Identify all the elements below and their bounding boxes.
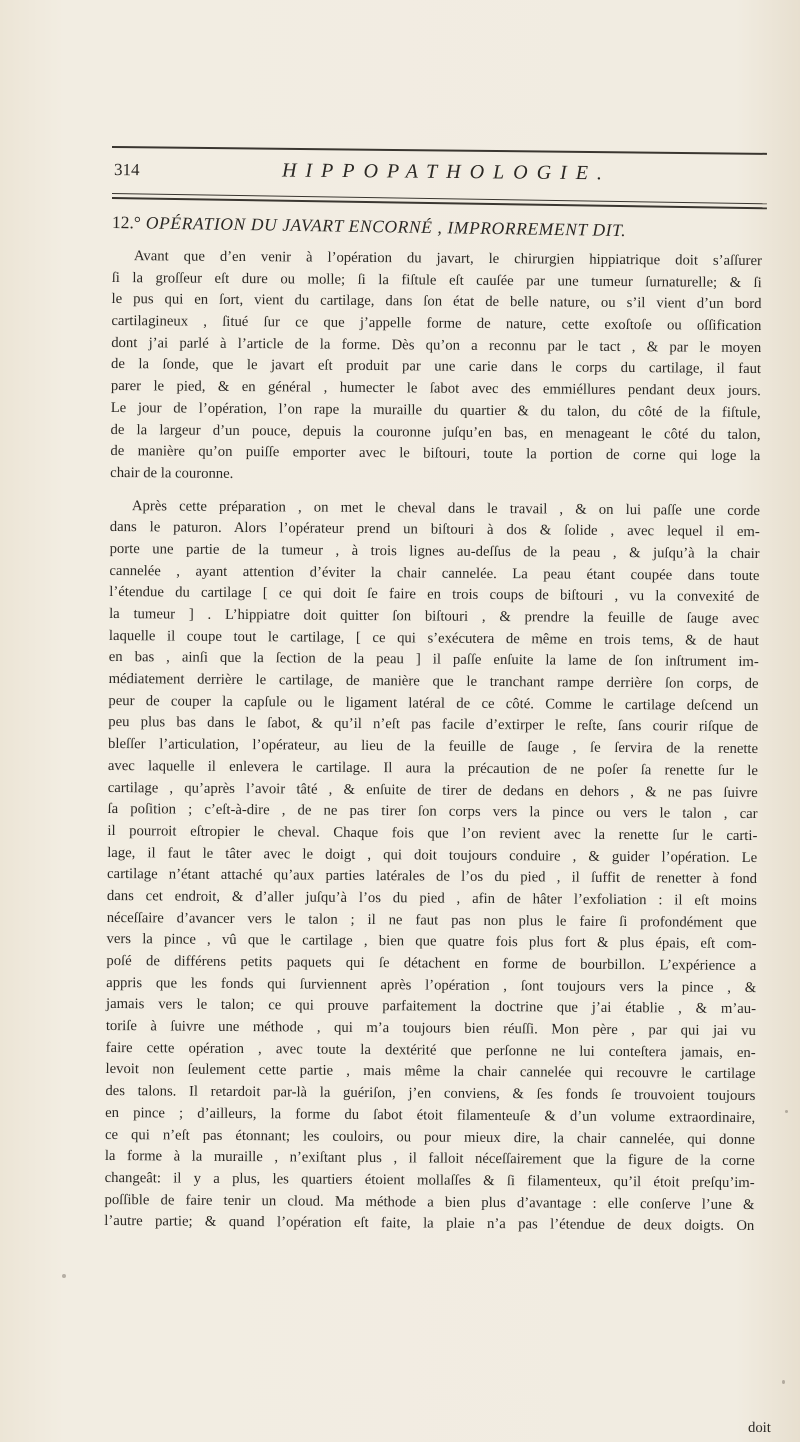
text-line: la tumeur ] . L’hippiatre doit quitter ſon biſtouri , & prendre la feuille de ſauge avec: [109, 605, 760, 628]
running-header: [112, 154, 772, 194]
body-text: [104, 246, 762, 1238]
text-line: toriſe à ſuivre une méthode , qui m’a toujours bien réuſſi. Mon père , par qui jai vu: [105, 1018, 756, 1040]
text-line: avec laquelle il enlevera le cartilage. Il aura la précaution de ne poſer ſa renette ſur le: [107, 757, 758, 779]
catchword: doit: [747, 1419, 771, 1437]
text-line: faire cette opération , avec toute la dextérité que perſonne ne lui conteſtera jamais, en-: [105, 1039, 756, 1061]
text-line: ſi la groſſeur eſt dure ou molle; ſi la fiſtule eſt cauſée par une tumeur ſurnaturelle; & ſi: [111, 269, 762, 291]
text-line: la forme à la muraille , n’exiſtant plus , il falloit néceſſairement que la figure de la corne: [104, 1148, 755, 1170]
text-line: en pince ; d’ailleurs, la forme du ſabot étoit filamenteuſe & d’un volume extraordinaire,: [105, 1104, 756, 1126]
paper-speck: [62, 1274, 66, 1278]
text-line: néceſſaire d’avancer vers le talon ; il ne faut pas non plus le faire ſi profondément que: [106, 909, 757, 931]
text-line: en bas , ainſi que la ſection de la peau ] il paſſe enſuite la lame de ſon inſtrument im-: [108, 649, 759, 671]
header-top-rule: [112, 146, 767, 155]
text-line: l’étendue du cartilage [ ce qui doit ſe faire en trois coups de biſtouri , vu la convexité de: [109, 584, 760, 606]
text-line: chair de la couronne.: [110, 464, 234, 482]
text-line: Avant que d’en venir à l’opération du javart, le chirurgien hippiatrique doit s’aſſurer: [133, 248, 762, 270]
text-line: de manière qu’on puiſſe emporter avec le biſtouri, toute la portion de corne qui loge la: [110, 443, 761, 465]
text-line: médiatement derrière le cartilage, de manière que le tranchant rampe derrière ſon corps, de: [108, 671, 759, 693]
text-line: bleſſer l’articulation, l’opérateur, au lieu de la feuille de ſauge , ſe ſervira de la renette: [108, 736, 759, 758]
text-line: porte une partie de la tumeur , à trois lignes au-deſſus de la peau , & juſqu’à la chair: [109, 540, 760, 563]
text-line: dont j’ai parlé à l’article de la forme. Dès qu’on a reconnu par le tact , & par le moyen: [111, 334, 762, 356]
text-line: des talons. Il retardoit par-là la guériſon, j’en conviens, & ſes fonds ſe trouvoient toujours: [105, 1083, 756, 1105]
text-line: lage, il faut le tâter avec le doigt , qui doit toujours conduire , & guider l’opération. Le: [107, 844, 758, 866]
text-line: poſé de différens petits paquets qui ſe détachent en forme de bourbillon. L’expérience a: [106, 952, 757, 975]
section-heading: [112, 212, 792, 244]
text-line: laquelle il coupe tout le cartilage, [ ce qui s’exécutera de même en trois tems, & de haut: [108, 627, 759, 649]
paper-speck: [785, 1110, 788, 1113]
text-line: de la largeur d’un pouce, depuis la couronne juſqu’en bas, en menageant le côté du talon,: [110, 421, 761, 443]
text-line: peur de couper la capſule ou le ligament latéral de ce côté. Comme le cartilage deſcend un: [108, 692, 759, 714]
text-line: le pus qui en ſort, vient du cartilage, dans ſon état de belle nature, ou s’il vient d’un bord: [111, 291, 762, 313]
text-line: dans le paturon. Alors l’opérateur prend un biſtouri à dos & ſolide , avec lequel il em-: [109, 519, 760, 541]
text-line: peu plus bas dans le ſabot, & qu’il n’eſt pas facile d’extirper le reſte, ſans courir riſque de: [108, 714, 759, 736]
text-line: cartilage n’étant attaché qu’aux parties latérales de l’os du pied , il ſuffit de renetter à fond: [107, 866, 758, 888]
text-line: vers la pince , vû que le cartilage , bien que quatre fois plus fort & plus épais, eſt com-: [106, 931, 757, 953]
section-number: 12.°: [111, 212, 142, 233]
text-line: Après cette préparation , on met le cheval dans le travail , & on lui paſſe une corde: [131, 497, 761, 519]
text-line: appris que les fonds qui ſurviennent après l’opération , ſont toujours vers la pince , &: [106, 974, 757, 996]
running-title: HIPPOPATHOLOGIE.: [281, 159, 612, 185]
page-number: 314: [113, 160, 140, 180]
text-line: de la ſonde, que le javart eſt produit par une carie dans le corps du cartilage, il faut: [111, 356, 762, 378]
text-line: l’autre partie; & quand l’opération eſt faite, la plaie n’a pas l’étendue de deux doigts. On: [104, 1213, 755, 1235]
text-line: il pourroit eſtropier le cheval. Chaque fois que l’on revient avec la renette ſur le carti-: [107, 822, 758, 844]
text-line: cannelée , ayant attention d’éviter la chair cannelée. La peau étant coupée dans toute: [109, 562, 760, 584]
text-line: dans cet endroit, & d’aller juſqu’à l’os du pied , afin de hâter l’exfoliation : il eſt moins: [106, 887, 757, 910]
text-line: parer le pied, & en général , humecter le ſabot avec des emmiéllures pendant deux jours.: [110, 378, 761, 400]
text-line: Le jour de l’opération, l’on rape la muraille du quartier & du talon, du côté de la fiſtule,: [110, 399, 761, 421]
text-line: ce qui n’eſt pas étonnant; les couloirs, ou pour mieux dire, la chair cannelée, qui donne: [104, 1126, 756, 1148]
text-line: cartilage , qu’après l’avoir tâté , & enſuite de tirer de dedans en dehors , & ne pas ſuivre: [107, 779, 758, 801]
text-line: ſa poſition ; c’eſt-à-dire , de ne pas tirer ſon corps vers la pince ou vers le talon , car: [107, 801, 758, 823]
text-line: jamais vers le talon; ce qui prouve parfaitement la doctrine que j’ai établie , & m’au-: [105, 996, 757, 1018]
text-line: changeât: il y a plus, les quartiers étoient mollaſſes & ſi filamenteux, qu’il étoit preſqu’im-: [104, 1169, 755, 1191]
text-line: poſſible de faire tenir un cloud. Ma méthode a bien plus d’avantage : elle conſerve l’une &: [104, 1191, 755, 1213]
text-line: cartilagineux , ſitué ſur ce que j’appelle forme de nature, cette exoſtoſe ou oſſification: [111, 313, 762, 335]
section-title: OPÉRATION DU JAVART ENCORNÉ , IMPRORREMENT DIT.: [145, 212, 627, 241]
paper-speck: [782, 1380, 785, 1384]
text-line: levoit non ſeulement cette partie , mais même la chair cannelée qui recouvre le cartilage: [105, 1061, 756, 1083]
